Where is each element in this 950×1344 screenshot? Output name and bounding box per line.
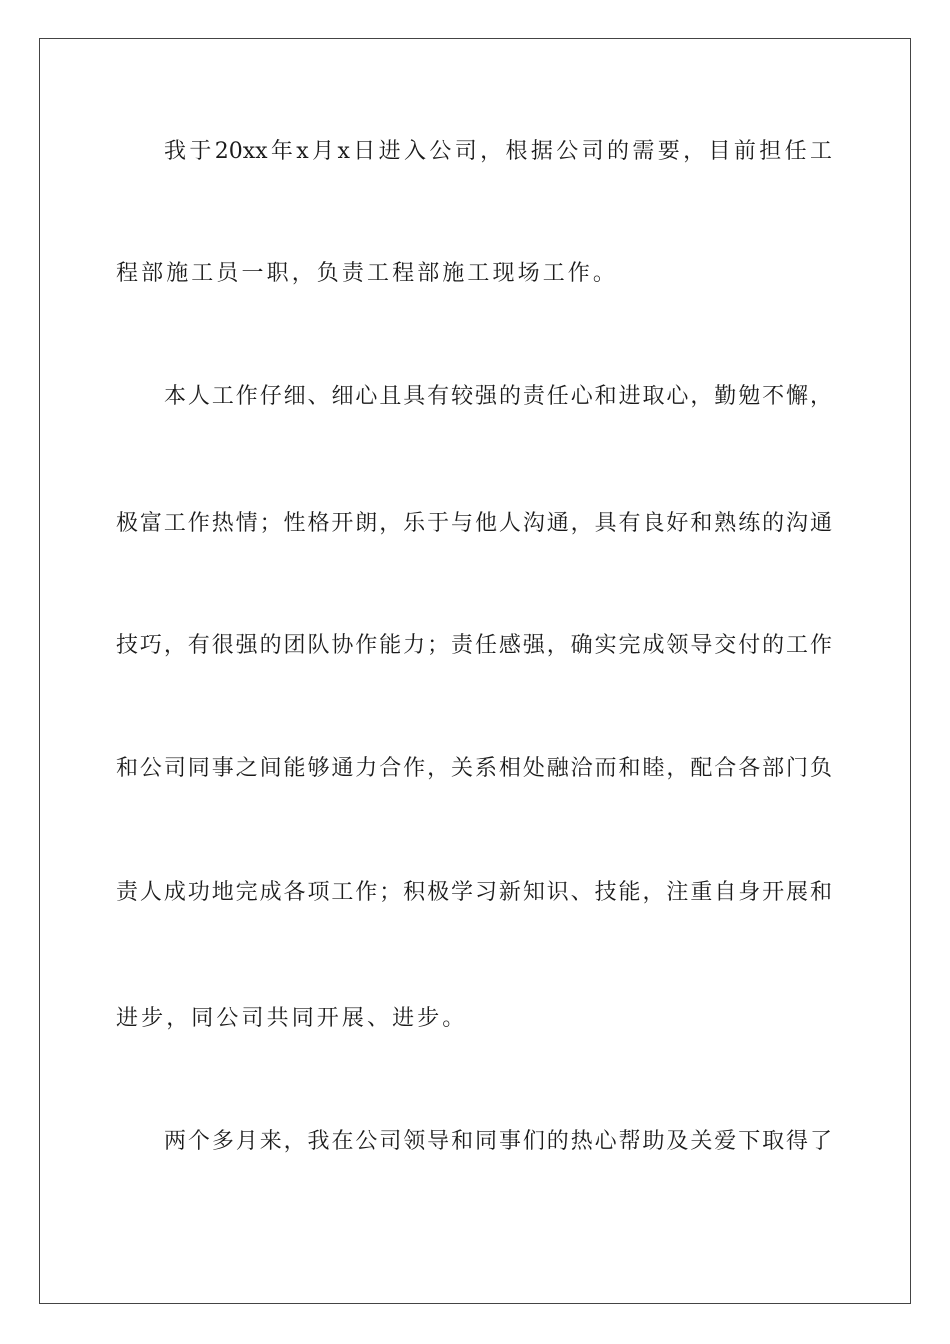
paragraph-2-line-4: 和公司同事之间能够通力合作，关系相处融洽而和睦，配合各部门负 <box>116 756 832 781</box>
paragraph-3-line-1: 两个多月来，我在公司领导和同事们的热心帮助及关爱下取得了 <box>164 1129 832 1154</box>
paragraph-2-line-5: 责人成功地完成各项工作；积极学习新知识、技能，注重自身开展和 <box>116 880 832 905</box>
paragraph-2-line-1: 本人工作仔细、细心且具有较强的责任心和进取心，勤勉不懈， <box>164 384 832 409</box>
paragraph-2-line-2: 极富工作热情；性格开朗，乐于与他人沟通，具有良好和熟练的沟通 <box>116 511 832 536</box>
paragraph-2-line-3: 技巧，有很强的团队协作能力；责任感强，确实完成领导交付的工作 <box>116 633 832 658</box>
paragraph-1-line-2: 程部施工员一职，负责工程部施工现场工作。 <box>116 261 619 286</box>
page-border <box>39 38 911 1304</box>
paragraph-2-line-6: 进步，同公司共同开展、进步。 <box>116 1006 468 1031</box>
paragraph-1-line-1: 我于20xx年x月x日进入公司，根据公司的需要，目前担任工 <box>164 139 832 164</box>
